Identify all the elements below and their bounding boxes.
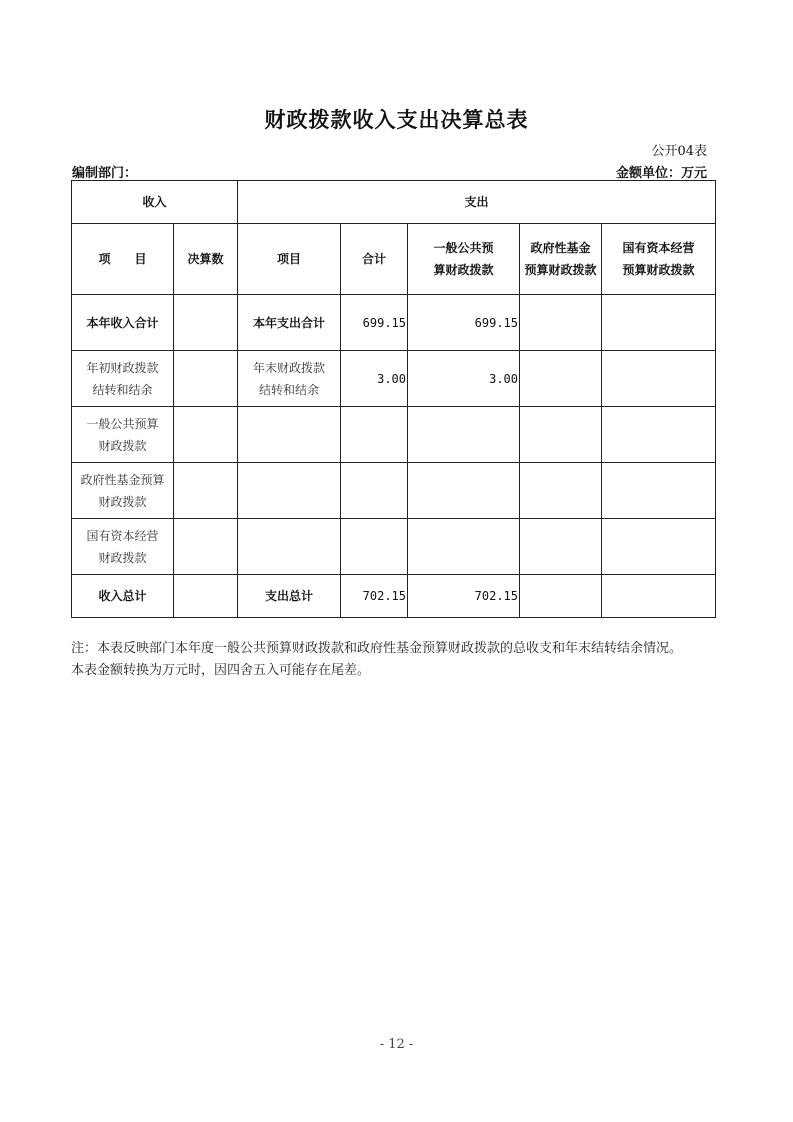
note-line-1: 注：本表反映部门本年度一般公共预算财政拨款和政府性基金预算财政拨款的总收支和年末结转结余情况。 bbox=[71, 641, 683, 656]
income-item-line-2: 结转和结余 bbox=[92, 382, 153, 397]
col-income-amount: 决算数 bbox=[174, 224, 238, 295]
state-capital-amount bbox=[602, 407, 716, 463]
income-item-line-2: 财政拨款 bbox=[98, 550, 147, 565]
total-amount: 702.15 bbox=[341, 575, 408, 618]
col-gov-fund-line-1: 政府性基金 bbox=[530, 241, 591, 255]
table-row bbox=[72, 295, 716, 351]
income-item-line-1: 政府性基金预算 bbox=[80, 472, 165, 487]
page-title: 财政拨款收入支出决算总表 bbox=[264, 107, 529, 132]
gov-fund-amount bbox=[520, 519, 602, 575]
form-number: 公开04表 bbox=[651, 144, 707, 159]
gov-fund-amount bbox=[520, 295, 602, 351]
col-state-capital-line-2: 预算财政拨款 bbox=[622, 263, 695, 277]
income-item: 收入总计 bbox=[72, 575, 174, 618]
table-note bbox=[71, 638, 751, 682]
department-label: 编制部门： bbox=[72, 166, 138, 181]
income-item-line-2: 财政拨款 bbox=[98, 438, 147, 453]
state-capital-amount bbox=[602, 295, 716, 351]
table-row bbox=[72, 519, 716, 575]
income-amount bbox=[174, 407, 238, 463]
income-header: 收入 bbox=[72, 181, 238, 224]
income-item-line-1: 国有资本经营 bbox=[86, 528, 159, 543]
col-gov-fund bbox=[520, 224, 602, 295]
col-state-capital-line-1: 国有资本经营 bbox=[622, 241, 695, 255]
state-capital-amount bbox=[602, 463, 716, 519]
total-amount bbox=[341, 519, 408, 575]
table-row bbox=[72, 407, 716, 463]
total-amount bbox=[341, 463, 408, 519]
expense-item: 支出总计 bbox=[238, 575, 341, 618]
col-general-line-1: 一般公共预 bbox=[433, 241, 494, 255]
expense-item-line-1: 年末财政拨款 bbox=[253, 360, 326, 375]
page-number: - 12 - bbox=[379, 1037, 414, 1052]
expense-item bbox=[238, 407, 341, 463]
state-capital-amount bbox=[602, 575, 716, 618]
total-amount bbox=[341, 407, 408, 463]
income-amount bbox=[174, 295, 238, 351]
expense-item bbox=[238, 351, 341, 407]
gov-fund-amount bbox=[520, 351, 602, 407]
income-item-line-1: 年初财政拨款 bbox=[86, 360, 159, 375]
income-item-line-1: 一般公共预算 bbox=[86, 416, 159, 431]
general-amount: 702.15 bbox=[408, 575, 520, 618]
income-amount bbox=[174, 463, 238, 519]
table-row bbox=[72, 575, 716, 618]
total-amount: 3.00 bbox=[341, 351, 408, 407]
gov-fund-amount bbox=[520, 407, 602, 463]
general-amount: 3.00 bbox=[408, 351, 520, 407]
col-general-budget bbox=[408, 224, 520, 295]
col-income-item: 项 目 bbox=[72, 224, 174, 295]
table-row bbox=[72, 351, 716, 407]
fiscal-appropriation-table bbox=[71, 180, 716, 618]
general-amount bbox=[408, 463, 520, 519]
expense-item: 本年支出合计 bbox=[238, 295, 341, 351]
col-state-capital bbox=[602, 224, 716, 295]
income-item: 本年收入合计 bbox=[72, 295, 174, 351]
expense-header: 支出 bbox=[238, 181, 716, 224]
col-general-line-2: 算财政拨款 bbox=[433, 263, 494, 277]
expense-item bbox=[238, 463, 341, 519]
general-amount bbox=[408, 519, 520, 575]
state-capital-amount bbox=[602, 351, 716, 407]
expense-item-line-2: 结转和结余 bbox=[259, 382, 320, 397]
income-amount bbox=[174, 575, 238, 618]
income-item-line-2: 财政拨款 bbox=[98, 494, 147, 509]
table-row bbox=[72, 463, 716, 519]
income-amount bbox=[174, 519, 238, 575]
income-item bbox=[72, 407, 174, 463]
unit-label: 金额单位：万元 bbox=[615, 166, 707, 181]
note-line-2: 本表金额转换为万元时，因四舍五入可能存在尾差。 bbox=[71, 663, 371, 678]
income-amount bbox=[174, 351, 238, 407]
gov-fund-amount bbox=[520, 575, 602, 618]
income-item bbox=[72, 351, 174, 407]
state-capital-amount bbox=[602, 519, 716, 575]
column-header-row bbox=[72, 224, 716, 295]
col-expense-item: 项目 bbox=[238, 224, 341, 295]
total-amount: 699.15 bbox=[341, 295, 408, 351]
col-gov-fund-line-2: 预算财政拨款 bbox=[524, 263, 597, 277]
col-total: 合计 bbox=[341, 224, 408, 295]
income-item bbox=[72, 463, 174, 519]
section-header-row bbox=[72, 181, 716, 224]
expense-item bbox=[238, 519, 341, 575]
income-item bbox=[72, 519, 174, 575]
gov-fund-amount bbox=[520, 463, 602, 519]
general-amount: 699.15 bbox=[408, 295, 520, 351]
general-amount bbox=[408, 407, 520, 463]
